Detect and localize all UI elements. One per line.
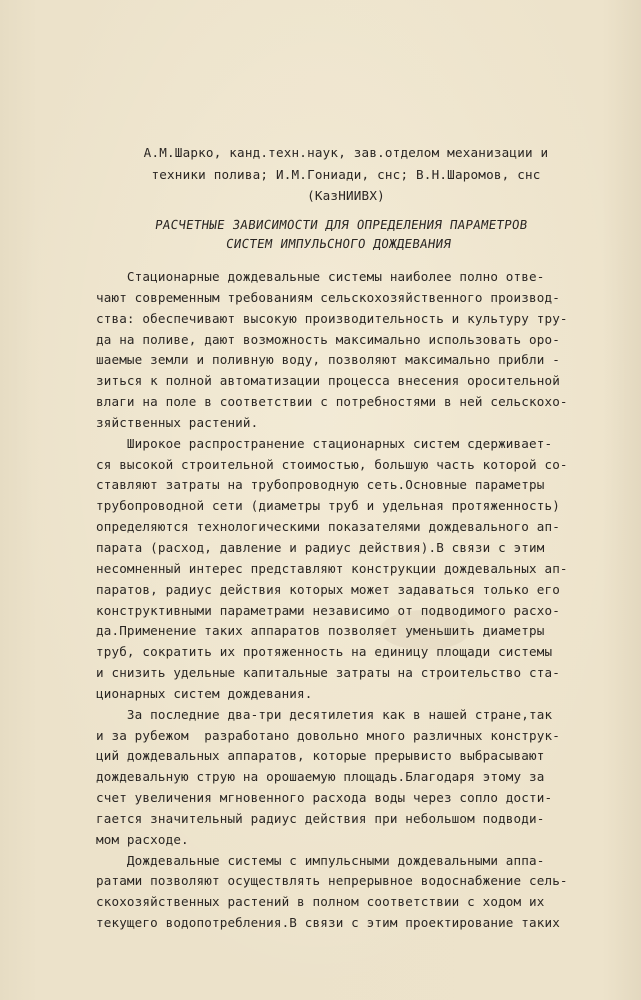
text-line: зяйственных растений. xyxy=(96,414,259,430)
text-line: влаги на поле в соответствии с потребностями в ней сельскохо- xyxy=(96,394,568,410)
text-line: За последние два-три десятилетия как в нашей стране,так xyxy=(96,706,553,722)
text-line: ратами позволяют осуществлять непрерывное водоснабжение сель- xyxy=(96,873,568,889)
text-line: и снизить удельные капитальные затраты на строительство ста- xyxy=(96,665,560,681)
text-line: да.Применение таких аппаратов позволяет уменьшить диаметры xyxy=(96,623,545,639)
article-title: РАСЧЕТНЫЕ ЗАВИСИМОСТИ ДЛЯ ОПРЕДЕЛЕНИЯ ПАРАМЕТРОВ СИСТЕМ ИМПУЛЬСНОГО ДОЖДЕВАНИЯ xyxy=(154,217,529,251)
text-line: скохозяйственных растений в полном соответствии с ходом их xyxy=(96,894,545,910)
text-line: мом расходе. xyxy=(96,831,189,847)
text-line: ства: обеспечивают высокую производительность и культуру тру- xyxy=(96,310,568,326)
text-line: шаемые земли и поливную воду, позволяют максимально прибли - xyxy=(96,352,560,368)
text-line: ся высокой строительной стоимостью, большую часть которой со- xyxy=(96,456,568,472)
text-line: Широкое распространение стационарных систем сдерживает- xyxy=(96,435,553,451)
text-line: паратов, радиус действия которых может задаваться только его xyxy=(96,581,560,597)
text-line: ставляют затраты на трубопроводную сеть.Основные параметры xyxy=(96,477,545,493)
text-line: гается значительный радиус действия при небольшом подводи- xyxy=(96,810,545,826)
text-line: труб, сократить их протяженность на единицу площади системы xyxy=(96,644,553,660)
text-line: дождевальную струю на орошаемую площадь.Благодаря этому за xyxy=(96,769,545,785)
text-line: счет увеличения мгновенного расхода воды через сопло дости- xyxy=(96,790,553,806)
text-line: парата (расход, давление и радиус действия).В связи с этим xyxy=(96,539,545,555)
text-line: конструктивными параметрами независимо от подводимого расхо- xyxy=(96,602,560,618)
text-line: Стационарные дождевальные системы наиболее полно отве- xyxy=(96,269,545,284)
text-line: определяются технологическими показателями дождевального ап- xyxy=(96,519,560,535)
text-line: и за рубежом разработано довольно много различных конструк- xyxy=(96,727,560,743)
body-text xyxy=(96,267,596,934)
text-line: несомненный интерес представляют конструкции дождевальных ап- xyxy=(96,560,568,576)
text-line: Дождевальные системы с импульсными дождевальными аппа- xyxy=(96,852,545,868)
text-line: трубопроводной сети (диаметры труб и удельная протяженность) xyxy=(96,498,560,514)
text-line: ционарных систем дождевания. xyxy=(96,685,313,701)
text-line: чают современным требованиям сельскохозяйственного производ- xyxy=(96,289,560,305)
text-line: ций дождевальных аппаратов, которые прерывисто выбрасывают xyxy=(96,748,545,764)
authors-block: А.М.Шарко, канд.техн.наук, зав.отделом механизации и техники полива; И.М.Гониади, снс; В.Н.Шаромов, снс (КазНИИВХ) xyxy=(143,145,549,203)
text-line: да на поливе, дают возможность максимально использовать оро- xyxy=(96,331,560,347)
text-line: зиться к полной автоматизации процесса внесения оросительной xyxy=(96,373,560,389)
text-line: текущего водопотребления.В связи с этим проектирование таких xyxy=(96,915,560,931)
